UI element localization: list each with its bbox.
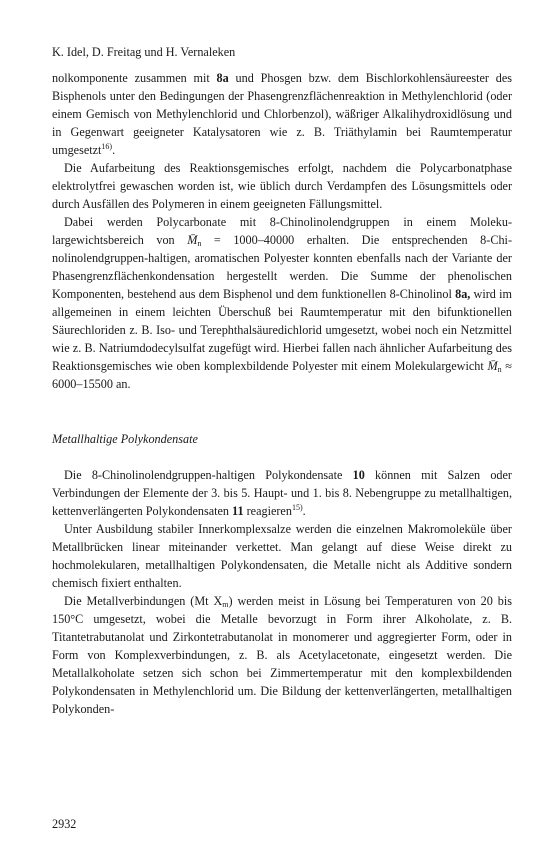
- paragraph-2: Die Aufarbeitung des Reaktionsgemisches erfolgt, nachdem die Polycarbonatphase elektrolytfrei gewaschen worden ist, wie üblich durch Verdampfen des Lösungsmittels oder durch Ausfällen des Polymeren in einem geeigneten Fällungsmittel.: [52, 161, 512, 211]
- p3-text-a: Dabei werden Polycarbonate mit 8-Chinolinolendgruppen in einem Molekulargewichtsbereich von: [52, 215, 512, 247]
- mn-symbol-1: M̄: [187, 233, 198, 247]
- paragraph-4: [52, 466, 512, 520]
- p6-text-a: Die Metallverbindungen (Mt X: [64, 594, 223, 608]
- compound-8a-bold: 8a,: [455, 287, 471, 301]
- compound-8a: 8a: [216, 71, 229, 85]
- mn-subscript-2: n: [497, 365, 502, 374]
- section-heading: Metallhaltige Polykondensate: [52, 432, 198, 446]
- p1-text-c: und Phosgen bzw. dem Bischlorkohlensäureester des Bisphenols unter den Bedingungen der Phasengrenzflächenreaktion in Methylenchlorid (oder einem Gemisch von Methylenchlorid und Chlorbenzol), wäßriger Alkalihydroxidlösung und in Gegenwart geeigneter Katalysatoren wie z. B. Triäthylamin bei Raumtemperatur umgesetzt: [52, 71, 512, 157]
- page-body: [52, 44, 512, 718]
- paragraph-6: [52, 592, 512, 718]
- reference-15: 15): [291, 503, 303, 512]
- p4-text-d: .: [302, 504, 306, 518]
- p4-text-c: reagieren: [243, 504, 292, 518]
- p4-text-b: können mit Salzen oder Verbindungen der Elemente der 3. bis 5. Haupt- und 1. bis 8. Nebengruppe zu metallhaltigen, kettenverlängerten Polykondensaten: [52, 468, 512, 518]
- p1-text-d: .: [112, 143, 116, 157]
- page-number: 2932: [52, 817, 77, 831]
- mn-subscript-1: n: [197, 239, 202, 248]
- mt-subscript-m: m: [222, 600, 229, 609]
- p4-text-a: Die 8-Chinolinolendgruppen-haltigen Polykondensate: [64, 468, 353, 482]
- p6-text-b: ) werden meist in Lösung bei Temperaturen von 20 bis 150°C umgesetzt, wobei die Metalle bevorzugt in Form ihrer Alkoholate, z. B. Titantetrabutanolat und Zirkontetrabutanolat in monomerer und aggregierter Form, oder in Form von Komplexverbindungen, z. B. als Acetylacetonate, eingesetzt werden. Die Metallalkoholate setzen sich schon bei Zimmertemperatur mit den komplexbildenden Polykondensaten in Methylenchlorid um. Die Bildung der kettenverlängerten, metallhaltigen Polykonden-: [52, 594, 512, 716]
- mn-symbol-2: M̄: [487, 359, 498, 373]
- p3-text-d: ≈ 6000–15500 an.: [52, 359, 512, 391]
- paragraph-3: [52, 213, 512, 393]
- p3-text-b: = 1000–40000 erhalten. Die entsprechenden 8-Chinolinolendgruppen-haltigen, aromatischen Polyester konnten ebenfalls nach der Variante der Phasengrenzflächenkondensation hergestellt werden. Die Summe der phenolischen Komponenten, bestehend aus dem Bisphenol und dem funktionellen 8-Chinolinol: [52, 233, 512, 301]
- p3-text-c: wird im allgemeinen in einem leichten Überschuß bei Raumtemperatur mit den bifunktionellen Säurechloriden z. B. Iso- und Terephthalsäuredichlorid umgesetzt, wobei noch ein Netzmittel wie z. B. Natriumdodecylsulfat zugefügt wird. Hierbei fallen nach ähnlicher Aufarbeitung des Reaktionsgemisches wie oben komplexbildende Polyester mit einem Molekulargewicht: [52, 287, 512, 373]
- reference-16: 16): [101, 142, 113, 151]
- paragraph-5: Unter Ausbildung stabiler Innerkomplexsalze werden die einzelnen Makromoleküle über Metallbrücken linear miteinander verkettet. Man gelangt auf diese Weise direkt zu hochmolekularen, metallhaltigen Polykondensaten, die Metalle nicht als Additive sondern chemisch fixiert enthalten.: [52, 522, 512, 590]
- compound-11: 11: [232, 504, 244, 518]
- p1-text-a: nolkomponente zusammen mit: [52, 71, 217, 85]
- compound-10: 10: [352, 468, 365, 482]
- running-head: K. Idel, D. Freitag und H. Vernaleken: [52, 45, 236, 59]
- paragraph-1: [52, 69, 512, 159]
